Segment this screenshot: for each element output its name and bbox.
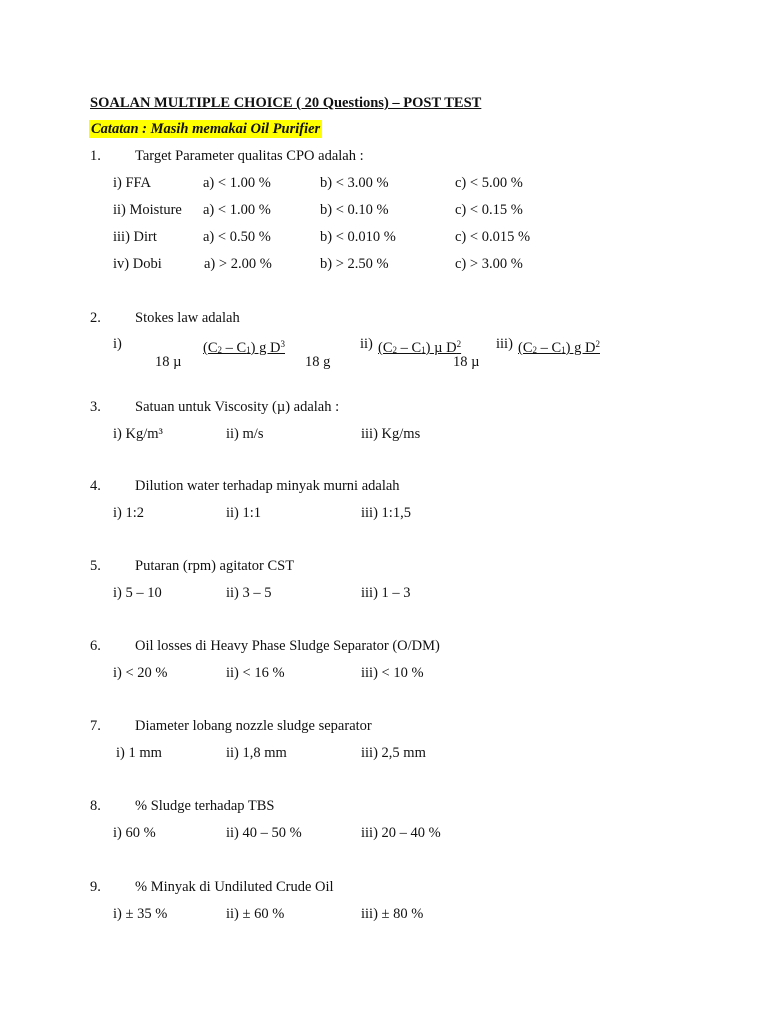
option-b: b) < 0.010 %	[320, 229, 396, 245]
question-number: 8.	[90, 798, 101, 814]
formula-numerator: $(C_2 - C_1)$ g $D^3$	[203, 339, 285, 356]
option-2: ii) 40 – 50 %	[226, 825, 302, 841]
param-label: iv) Dobi	[113, 256, 162, 272]
option-1: i) ± 35 %	[113, 906, 168, 922]
option-label: ii)	[360, 336, 373, 352]
option-2: ii) 1,8 mm	[226, 745, 287, 761]
option-a: a) < 1.00 %	[203, 202, 271, 218]
question-text: Stokes law adalah	[135, 310, 240, 326]
option-3: iii) < 10 %	[361, 665, 424, 681]
option-3: iii) Kg/ms	[361, 426, 421, 442]
option-1: i) Kg/m³	[113, 426, 163, 442]
option-3: iii) ± 80 %	[361, 906, 424, 922]
note-highlight: Catatan : Masih memakai Oil Purifier	[91, 121, 321, 137]
question-text: Putaran (rpm) agitator CST	[135, 558, 295, 574]
option-3: iii) 20 – 40 %	[361, 825, 441, 841]
option-2: ii) m/s	[226, 426, 264, 442]
formula-numerator: $(C_2 - C_1)$ g $D^2$	[518, 339, 600, 356]
option-c: c) > 3.00 %	[455, 256, 523, 272]
option-2: ii) 1:1	[226, 505, 262, 521]
question-text: % Sludge terhadap TBS	[135, 798, 275, 814]
question-text: % Minyak di Undiluted Crude Oil	[135, 879, 334, 895]
option-label: iii)	[496, 336, 513, 352]
option-1: i) 5 – 10	[113, 585, 162, 601]
option-1: i) 60 %	[113, 825, 156, 841]
option-label: i)	[113, 336, 122, 352]
question-text: Dilution water terhadap minyak murni adalah	[135, 478, 400, 494]
option-2: ii) ± 60 %	[226, 906, 285, 922]
option-2: ii) < 16 %	[226, 665, 285, 681]
option-c: c) < 5.00 %	[455, 175, 523, 191]
option-2: ii) 3 – 5	[226, 585, 272, 601]
option-a: a) < 1.00 %	[203, 175, 271, 191]
option-3: iii) 1 – 3	[361, 585, 411, 601]
question-text: Diameter lobang nozzle sludge separator	[135, 718, 372, 734]
formula-denominator: 18 µ	[453, 354, 480, 370]
option-b: b) < 0.10 %	[320, 202, 389, 218]
question-number: 1.	[90, 148, 101, 164]
question-text: Target Parameter qualitas CPO adalah :	[135, 148, 364, 164]
option-b: b) > 2.50 %	[320, 256, 389, 272]
formula-denominator: 18 µ	[155, 354, 182, 370]
question-number: 4.	[90, 478, 101, 494]
param-label: i) FFA	[113, 175, 152, 191]
option-1: i) 1 mm	[116, 745, 162, 761]
formula-denominator: 18 g	[305, 354, 331, 370]
option-a: a) > 2.00 %	[204, 256, 272, 272]
page-title: SOALAN MULTIPLE CHOICE ( 20 Questions) – POST TEST	[90, 95, 482, 111]
param-label: iii) Dirt	[113, 229, 157, 245]
option-3: iii) 2,5 mm	[361, 745, 426, 761]
question-text: Oil losses di Heavy Phase Sludge Separator (O/DM)	[135, 638, 440, 654]
option-1: i) 1:2	[113, 505, 145, 521]
question-number: 9.	[90, 879, 101, 895]
option-c: c) < 0.015 %	[455, 229, 531, 245]
option-b: b) < 3.00 %	[320, 175, 389, 191]
param-label: ii) Moisture	[113, 202, 182, 218]
formula-numerator: $(C_2 - C_1)$ µ $D^2$	[378, 339, 462, 356]
question-number: 6.	[90, 638, 101, 654]
option-a: a) < 0.50 %	[203, 229, 271, 245]
option-3: iii) 1:1,5	[361, 505, 411, 521]
question-number: 5.	[90, 558, 101, 574]
option-c: c) < 0.15 %	[455, 202, 523, 218]
question-number: 7.	[90, 718, 101, 734]
question-text: Satuan untuk Viscosity (µ) adalah :	[135, 399, 340, 415]
option-1: i) < 20 %	[113, 665, 168, 681]
question-number: 2.	[90, 310, 101, 326]
question-number: 3.	[90, 399, 101, 415]
